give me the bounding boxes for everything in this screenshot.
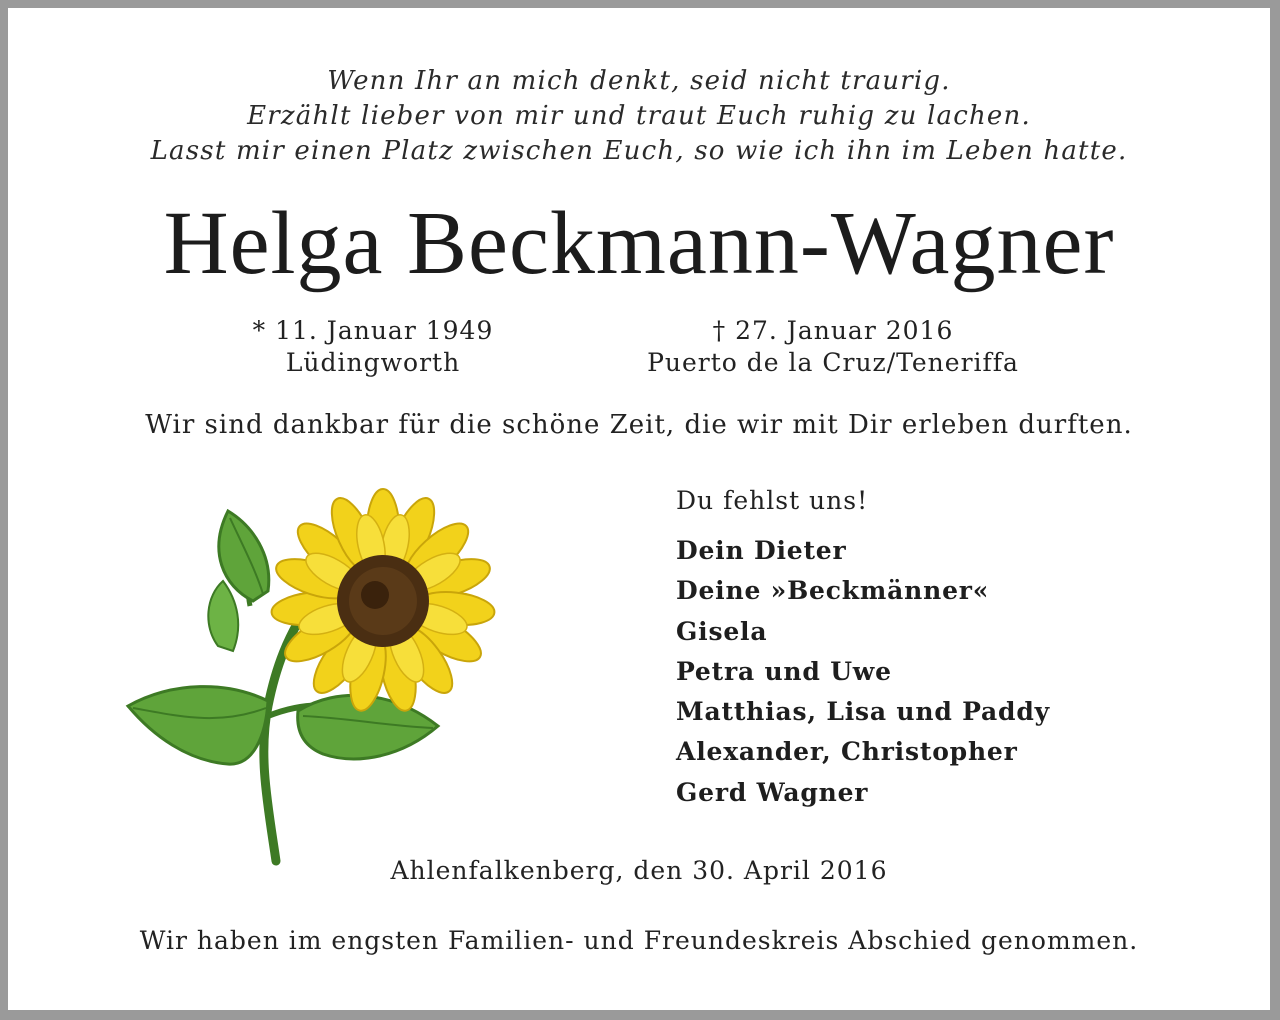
- birth-date: * 11. Januar 1949: [252, 316, 494, 345]
- birth-place: Lüdingworth: [285, 348, 461, 377]
- thanks-text: Wir sind dankbar für die schöne Zeit, die wir mit Dir erleben durften.: [145, 410, 1133, 440]
- mourners-list: [676, 531, 1050, 813]
- death-date: † 27. Januar 2016: [712, 316, 954, 345]
- death-info: [618, 315, 1048, 379]
- poem: [8, 64, 1270, 169]
- mourner-item: Gisela: [676, 616, 768, 646]
- obituary-card: [8, 8, 1270, 1010]
- poem-line: Lasst mir einen Platz zwischen Euch, so wie ich ihn im Leben hatte.: [150, 136, 1128, 166]
- mourner-item: Gerd Wagner: [676, 777, 869, 807]
- poem-line: Wenn Ihr an mich denkt, seid nicht traurig.: [327, 66, 951, 96]
- mourner-item: Dein Dieter: [676, 536, 847, 565]
- sunflower-icon: [118, 486, 518, 876]
- death-place: Puerto de la Cruz/Teneriffa: [647, 348, 1019, 377]
- place-date: Ahlenfalkenberg, den 30. April 2016: [390, 856, 888, 885]
- mourner-item: Deine »Beckmänner«: [676, 576, 990, 606]
- mourner-item: Matthias, Lisa und Paddy: [676, 697, 1050, 727]
- farewell-text: Wir haben im engsten Familien- und Freundeskreis Abschied genommen.: [139, 926, 1139, 955]
- mourner-item: Alexander, Christopher: [676, 737, 1018, 767]
- mourner-item: Petra und Uwe: [676, 656, 892, 686]
- poem-line: Erzählt lieber von mir und traut Euch ruhig zu lachen.: [247, 101, 1031, 131]
- missing-text: Du fehlst uns!: [676, 486, 869, 515]
- deceased-name: Helga Beckmann-Wagner: [163, 194, 1115, 293]
- birth-info: [238, 315, 508, 379]
